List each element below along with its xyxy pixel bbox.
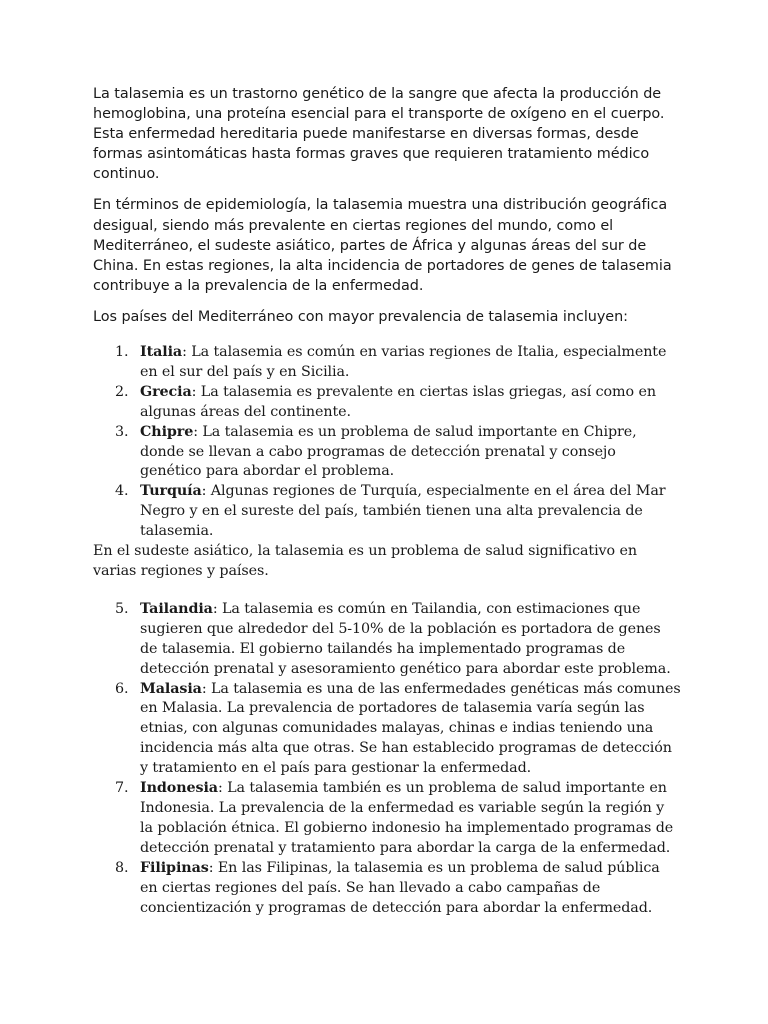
intro-paragraph: La talasemia es un trastorno genético de la sangre que afecta la producción de hemoglobina, una proteína esencial para el transporte de oxígeno en el cuerpo. Esta enfermedad hereditaria puede manifestarse en diversas formas, desde formas asintomáticas hasta formas graves que requieren tratamiento médico continuo.	[93, 86, 665, 183]
mediterranean-intro: Los países del Mediterráneo con mayor prevalencia de talasemia incluyen:	[93, 308, 628, 325]
list-number: 2.	[115, 383, 129, 400]
country-name: Italia	[140, 344, 183, 361]
list-number: 8.	[115, 859, 129, 876]
list-item	[93, 343, 681, 383]
epidemiology-paragraph: En términos de epidemiología, la talasemia muestra una distribución geográfica desigual, siendo más prevalente en ciertas regiones del mundo, como el Mediterráneo, el sudeste asiático, partes de África y algunas áreas del sur de China. En estas regiones, la alta incidencia de portadores de genes de talasemia contribuye a la prevalencia de la enfermedad.	[93, 197, 672, 294]
country-name: Indonesia	[140, 780, 218, 797]
southeast-asia-intro: En el sudeste asiático, la talasemia es un problema de salud significativo en varias regiones y países.	[93, 543, 637, 579]
list-item	[93, 859, 681, 919]
list-number: 5.	[115, 600, 129, 617]
list-number: 3.	[115, 423, 129, 440]
country-name: Filipinas	[140, 859, 209, 876]
list-number: 7.	[115, 780, 129, 797]
country-description: : La talasemia es común en varias regiones de Italia, especialmente en el sur del país y en Sicilia.	[140, 344, 667, 380]
asia-country-list	[93, 600, 681, 919]
country-name: Malasia	[140, 680, 202, 697]
list-item	[93, 600, 681, 680]
country-description: : La talasemia es una de las enfermedades genéticas más comunes en Malasia. La prevalencia de portadores de talasemia varía según las etnias, con algunas comunidades malayas, chinas e indias teniendo una incidencia más alta que otras. Se han establecido programas de detección y tratamiento en el país para gestionar la enfermedad.	[140, 680, 681, 777]
document-page	[93, 84, 681, 918]
list-number: 1.	[115, 344, 129, 361]
country-name: Tailandia	[140, 600, 213, 617]
list-item	[93, 680, 681, 780]
country-name: Chipre	[140, 423, 194, 440]
country-description: : En las Filipinas, la talasemia es un problema de salud pública en ciertas regiones del país. Se han llevado a cabo campañas de concientización y programas de detección para abordar la enfermedad.	[140, 859, 660, 916]
list-item	[93, 423, 681, 483]
list-item	[93, 779, 681, 859]
country-description: : Algunas regiones de Turquía, especialmente en el área del Mar Negro y en el sureste del país, también tienen una alta prevalencia de talasemia.	[140, 483, 666, 540]
country-description: : La talasemia es prevalente en ciertas islas griegas, así como en algunas áreas del continente.	[140, 383, 656, 420]
mediterranean-country-list	[93, 343, 681, 542]
country-name: Turquía	[140, 483, 202, 500]
list-item	[93, 383, 681, 423]
list-number: 6.	[115, 680, 129, 697]
list-item	[93, 482, 681, 542]
list-number: 4.	[115, 483, 129, 500]
country-description: : La talasemia también es un problema de salud importante en Indonesia. La prevalencia de la enfermedad es variable según la región y la población étnica. El gobierno indonesio ha implementado programas de detección prenatal y tratamiento para abordar la carga de la enfermedad.	[140, 780, 674, 856]
country-description: : La talasemia es común en Tailandia, con estimaciones que sugieren que alrededor del 5-10% de la población es portadora de genes de talasemia. El gobierno tailandés ha implementado programas de detección prenatal y asesoramiento genético para abordar este problema.	[140, 600, 671, 677]
country-description: : La talasemia es un problema de salud importante en Chipre, donde se llevan a cabo programas de detección prenatal y consejo genético para abordar el problema.	[140, 423, 637, 480]
country-name: Grecia	[140, 383, 192, 400]
